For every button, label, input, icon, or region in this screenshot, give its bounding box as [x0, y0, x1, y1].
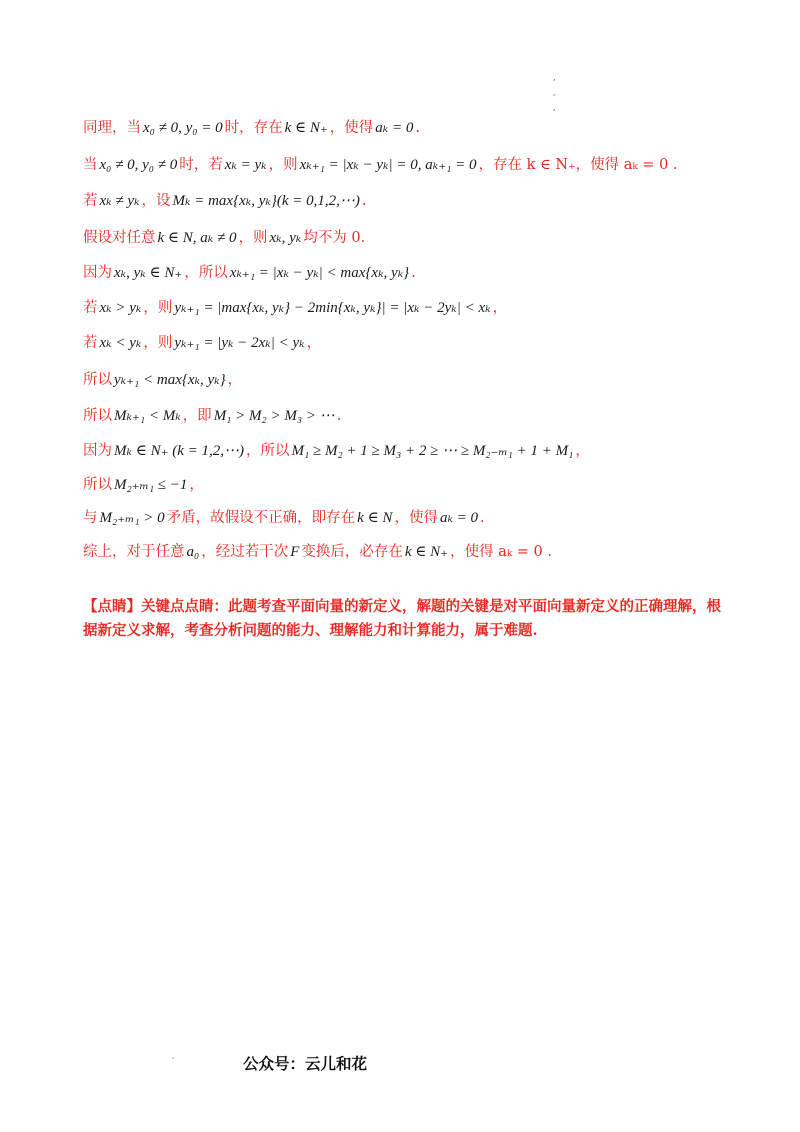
math-expression: k ∈ N₊ [284, 120, 328, 136]
line-text: 若 [83, 300, 98, 316]
line-text: ，即 [182, 408, 212, 424]
line-text: . [480, 510, 485, 526]
math-expression: xₖ < yₖ [99, 335, 142, 351]
solution-line [83, 406, 341, 426]
line-text: ，则 [143, 335, 173, 351]
line-text: ，设 [141, 193, 171, 209]
line-text: 所以 [83, 372, 112, 388]
line-text: ，则 [143, 300, 173, 316]
line-text: . [361, 193, 367, 209]
line-text: . [415, 120, 420, 136]
line-text: 假设对任意 [83, 230, 156, 246]
margin-mark: , [553, 88, 556, 97]
footer-account: 公众号：云儿和花 [243, 1055, 368, 1073]
math-expression: x₀ ≠ 0, y₀ ≠ 0 [99, 157, 178, 173]
line-text: 时，存在 [224, 120, 283, 136]
line-text: 若 [83, 335, 98, 351]
line-text: 矛盾，故假设不正确，即存在 [166, 510, 356, 526]
math-expression: k ∈ N, aₖ ≠ 0 [157, 230, 237, 246]
line-text: ，使得 [329, 120, 374, 136]
line-text: ，则 [238, 230, 268, 246]
line-text: 综上，对于任意 [83, 544, 185, 560]
margin-mark: , [553, 73, 556, 82]
math-expression: aₖ = 0 [439, 510, 479, 526]
solution-line [83, 298, 507, 318]
solution-line [83, 191, 366, 211]
line-text: ，存在 k ∈ N₊，使得 aₖ = 0 . [478, 157, 678, 173]
line-text: ，经过若干次 [201, 544, 289, 560]
math-expression: k ∈ N [357, 510, 393, 526]
math-expression: xₖ₊₁ = |xₖ − yₖ| = 0, aₖ₊₁ = 0 [299, 157, 477, 173]
math-expression: M₂₊ₘ₁ ≤ −1 [114, 477, 188, 493]
math-expression: yₖ₊₁ = |max{xₖ, yₖ} − 2min{xₖ, yₖ}| = |xₖ − 2yₖ| < xₖ [174, 300, 491, 316]
math-expression: M₁ > M₂ > M₃ > ⋯ [213, 408, 335, 424]
math-expression: F [290, 544, 300, 560]
math-expression: aₖ = 0 [375, 120, 414, 136]
solution-line [83, 441, 590, 461]
line-text: 时，若 [179, 157, 223, 173]
line-text: ，使得 [394, 510, 438, 526]
solution-line [83, 370, 242, 390]
key-point-note: 【点睛】关键点点睛：此题考查平面向量的新定义，解题的关键是对平面向量新定义的正确理解，根据新定义求解，考查分析问题的能力、理解能力和计算能力，属于难题. [83, 598, 721, 639]
footer-mark: , [172, 1052, 175, 1060]
line-text: . [336, 408, 342, 424]
math-expression: M₁ ≥ M₂ + 1 ≥ M₃ + 2 ≥ ⋯ ≥ M₂₋ₘ₁ + 1 + M₁ [291, 443, 574, 459]
line-text: 若 [83, 193, 98, 209]
line-text: ，所以 [184, 265, 228, 281]
math-expression: yₖ₊₁ < max{xₖ, yₖ} [114, 372, 226, 388]
line-text: ，使得 aₖ = 0 . [450, 544, 552, 560]
math-expression: xₖ, yₖ [269, 230, 302, 246]
line-text: 所以 [83, 408, 112, 424]
solution-line [83, 333, 321, 353]
math-expression: a₀ [186, 544, 200, 560]
math-expression: xₖ = yₖ [224, 157, 267, 173]
solution-line [83, 508, 485, 528]
math-expression: Mₖ₊₁ < Mₖ [114, 408, 181, 424]
math-expression: k ∈ N₊ [404, 544, 449, 560]
math-expression: x₀ ≠ 0, y₀ = 0 [143, 120, 223, 136]
math-expression: xₖ > yₖ [99, 300, 142, 316]
line-text: ， [189, 477, 204, 493]
math-expression: Mₖ ∈ N₊ (k = 1,2,⋯) [114, 443, 245, 459]
math-expression: M₂₊ₘ₁ > 0 [99, 510, 165, 526]
math-expression: Mₖ = max{xₖ, yₖ}(k = 0,1,2,⋯) [172, 193, 360, 209]
solution-line [83, 118, 420, 138]
line-text: 变换后，必存在 [301, 544, 403, 560]
line-text: . [411, 265, 416, 281]
line-text: ，所以 [246, 443, 290, 459]
margin-mark: , [553, 103, 556, 112]
math-expression: yₖ₊₁ = |yₖ − 2xₖ| < yₖ [174, 335, 305, 351]
line-text: ，则 [268, 157, 298, 173]
solution-line [83, 475, 204, 495]
math-expression: xₖ, yₖ ∈ N₊ [114, 265, 183, 281]
solution-line [83, 542, 552, 562]
line-text: ， [575, 443, 590, 459]
math-expression: xₖ ≠ yₖ [99, 193, 140, 209]
line-text: 当 [83, 157, 98, 173]
line-text: 与 [83, 510, 98, 526]
line-text: 因为 [83, 443, 112, 459]
line-text: 同理，当 [83, 120, 141, 136]
line-text: 因为 [83, 265, 112, 281]
line-text: ， [306, 335, 322, 351]
line-text: ， [227, 372, 243, 388]
solution-line [83, 228, 365, 248]
solution-line [83, 155, 678, 175]
line-text: ， [492, 300, 508, 316]
solution-line [83, 263, 416, 283]
line-text: 所以 [83, 477, 112, 493]
line-text: 均不为 0. [303, 230, 366, 246]
math-expression: xₖ₊₁ = |xₖ − yₖ| < max{xₖ, yₖ} [229, 265, 410, 281]
